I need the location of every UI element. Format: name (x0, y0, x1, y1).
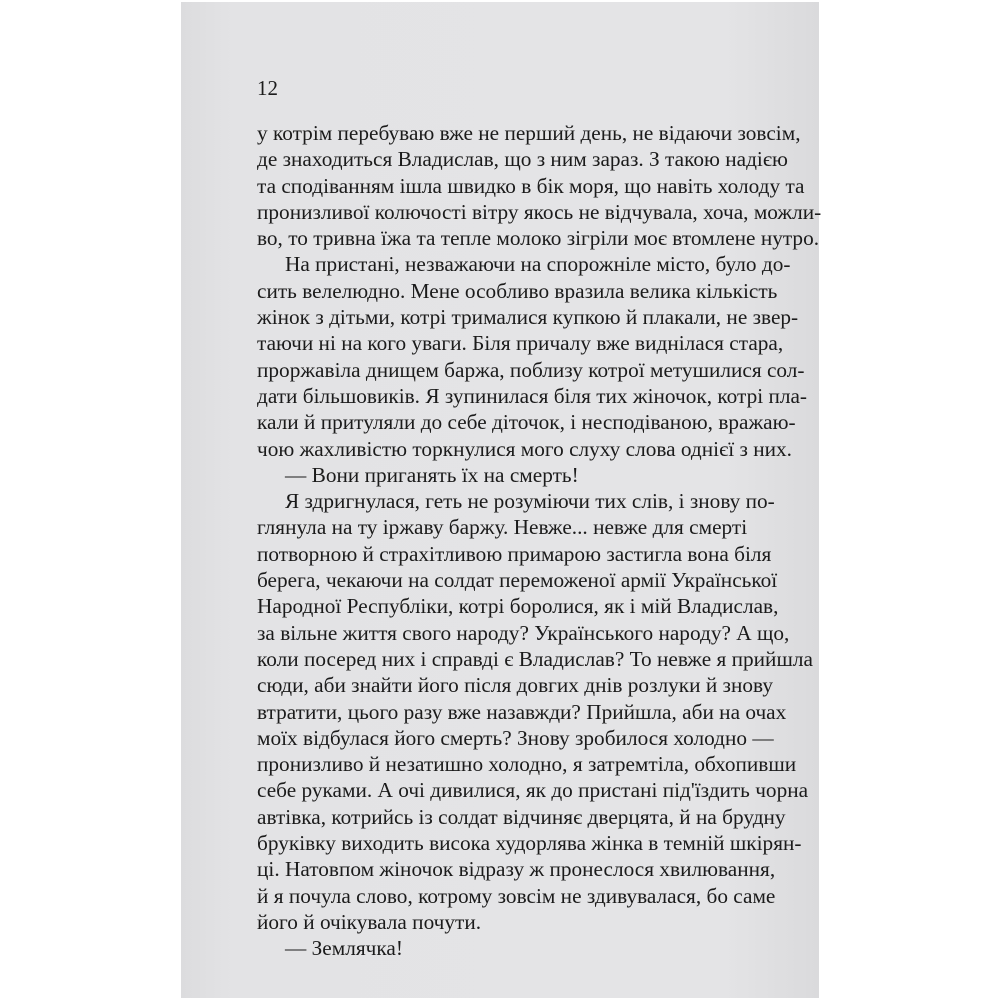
text-line: коли посеред них і справді є Владислав? То невже я прийшла (257, 646, 813, 671)
text-line: Я здригнулася, геть не розуміючи тих слів, і знову по- (285, 489, 775, 514)
text-line: На пристані, незважаючи на спорожніле місто, було до- (285, 252, 791, 277)
text-line: сить велелюдно. Мене особливо вразила велика кількість (257, 278, 778, 303)
book-page (181, 2, 822, 998)
text-line: й я почула слово, котрому зовсім не здивувалася, бо саме (257, 883, 776, 908)
text-line: потворною й страхітливою примарою застигла вона біля (257, 541, 772, 566)
text-line: дати більшовиків. Я зупинилася біля тих жіночок, котрі пла- (257, 383, 808, 408)
text-line: пронизливої колючості вітру якось не відчувала, хоча, можли- (257, 199, 822, 224)
text-line: чою жахливістю торкнулися мого слуху слова однієї з них. (257, 436, 792, 461)
text-line: таючи ні на кого уваги. Біля причалу вже виднілася стара, (257, 331, 784, 356)
text-line: Народної Республіки, котрі боролися, як і мій Владислав, (257, 594, 779, 619)
text-line: пронизливо й незатишно холодно, я затремтіла, обхопивши (257, 752, 797, 777)
text-line: ці. Натовпом жіночок відразу ж пронеслося хвилювання, (257, 857, 776, 882)
text-line: глянула на ту іржаву баржу. Невже... невже для смерті (257, 515, 748, 540)
text-line: — Землячка! (285, 936, 403, 961)
text-line: його й очікувала почути. (257, 909, 482, 934)
text-line: кали й притуляли до себе діточок, і несподіваною, вражаю- (257, 410, 796, 435)
text-line: моїх відбулася його смерть? Знову зробилося холодно — (257, 725, 774, 750)
text-line: за вільне життя свого народу? Українського народу? А що, (257, 620, 790, 645)
text-line: бруківку виходить висока худорлява жінка в темній шкірян- (257, 831, 802, 856)
text-line: сюди, аби знайти його після довгих днів розлуки й знову (257, 673, 773, 698)
page-number: 12 (257, 76, 278, 100)
text-line: берега, чекаючи на солдат переможеної армії Української (257, 568, 778, 593)
body-text (257, 120, 822, 962)
text-line: у котрім перебуваю вже не перший день, не відаючи зовсім, (257, 121, 801, 145)
text-line: автівка, котрийсь із солдат відчиняє дверцята, й на брудну (257, 804, 786, 829)
text-line: проржавіла днищем баржа, поблизу котрої метушилися сол- (257, 357, 805, 382)
text-line: себе руками. А очі дивилися, як до пристані під'їздить чорна (257, 778, 809, 803)
text-line: втратити, цього разу вже назавжди? Прийшла, аби на очах (257, 699, 787, 724)
text-line: — Вони приганять їх на смерть! (285, 462, 579, 487)
text-line: во, то тривна їжа та тепле молоко зігріли моє втомлене нутро. (257, 226, 820, 251)
text-line: де знаходиться Владислав, що з ним зараз. З такою надією (257, 147, 788, 172)
text-line: жінок з дітьми, котрі трималися купкою й плакали, не звер- (257, 305, 799, 330)
text-line: та сподіванням ішла швидко в бік моря, що навіть холоду та (257, 173, 805, 198)
